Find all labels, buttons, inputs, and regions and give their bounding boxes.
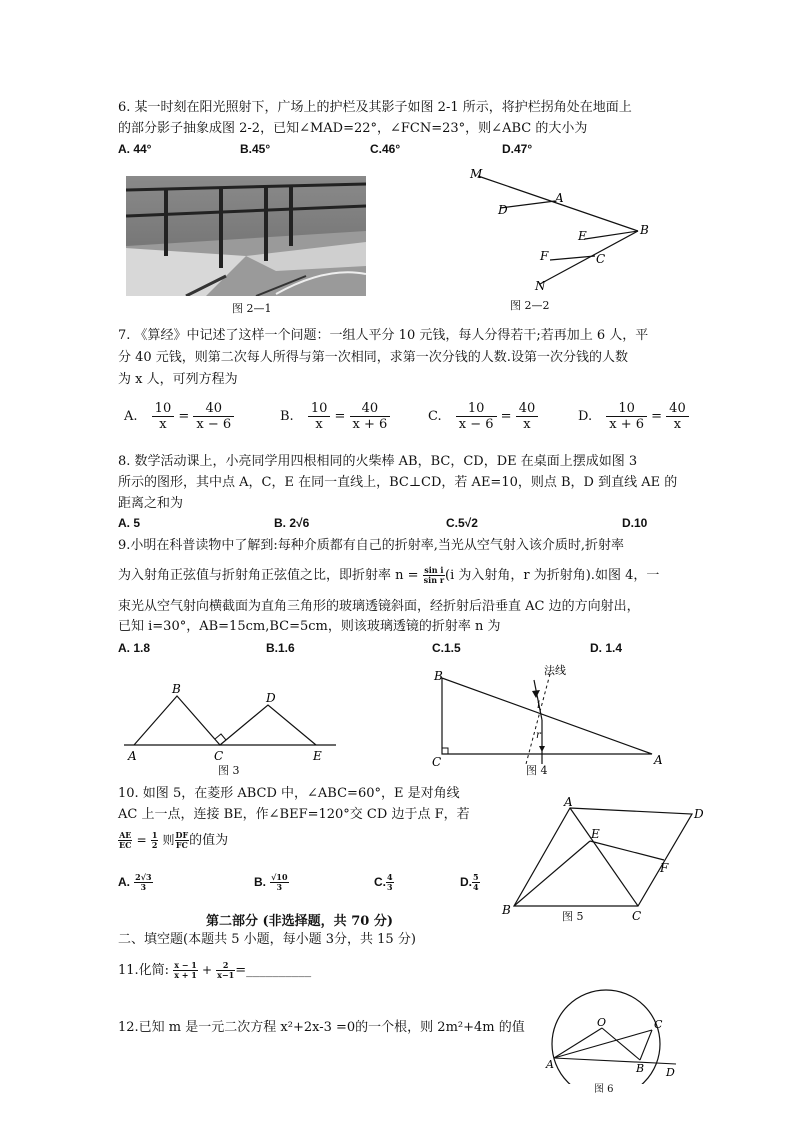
q8-line3: 距离之和为	[118, 496, 184, 511]
fig6-label-c: C	[654, 1018, 663, 1031]
figure-2-2-diagram	[460, 162, 660, 302]
fig2-label-n: N	[535, 279, 546, 293]
figure-2-1-caption: 图 2—1	[232, 302, 272, 315]
q6-line1: 6. 某一时刻在阳光照射下，广场上的护栏及其影子如图 2-1 所示，将护栏拐角处在地面上	[118, 100, 632, 115]
q8-option-a: A. 5	[118, 516, 141, 530]
figure-2-2-caption: 图 2—2	[510, 299, 550, 312]
q9-option-d: D. 1.4	[590, 641, 623, 655]
q9-line1: 9.小明在科普读物中了解到:每种介质都有自己的折射率,当光从空气射入该介质时,折射率	[118, 538, 625, 553]
figure-4-diagram	[430, 660, 670, 770]
fig4-label-i: i	[537, 700, 541, 711]
fig5-label-c: C	[632, 909, 642, 923]
q8-option-c: C.5√2	[446, 516, 478, 530]
q6-line2: 的部分影子抽象成图 2-2，已知∠MAD=22°，∠FCN=23°，则∠ABC 的大小为	[118, 121, 588, 136]
q9-line4: 已知 i=30°，AB=15cm,BC=5cm，则该玻璃透镜的折射率 n 为	[118, 619, 501, 634]
q11-line: 11.化简: $\frac{x - 1}{x + 1}$ + $\frac{2}{x-1}$ =__________	[118, 960, 312, 980]
fig5-label-e: E	[591, 827, 600, 841]
q9-line2: 为入射角正弦值与折射角正弦值之比，即折射率 n = $\frac{\text{sin i}}{\text{sin r}}$ (i 为入射角，r 为折射角).如图 4，一	[118, 565, 660, 585]
fig2-label-c: C	[596, 252, 606, 266]
figure-2-1-photo	[126, 176, 366, 296]
q7-option-a: A. $\frac{10}{x}$ = $\frac{40}{x - 6}$	[124, 401, 234, 432]
fig2-label-e: E	[578, 229, 587, 243]
q7-line3: 为 x 人，可列方程为	[118, 372, 238, 387]
fig6-label-o: O	[597, 1016, 607, 1029]
q8-option-d: D.10	[622, 516, 648, 530]
q9-option-c: C.1.5	[432, 641, 461, 655]
fig4-label-normal: 法线	[544, 664, 566, 677]
q10-line1: 10. 如图 5，在菱形 ABCD 中，∠ABC=60°，E 是对角线	[118, 786, 460, 801]
q8-line2: 所示的图形，其中点 A，C，E 在同一直线上，BC⊥CD，若 AE=10，则点 B，D 到直线 AE 的	[118, 475, 678, 490]
fig2-label-d: D	[498, 203, 508, 217]
q7-line2: 分 40 元钱，则第二次每人所得与第一次相同，求第一次分钱的人数.设第一次分钱的人数	[118, 350, 628, 365]
fig3-label-b: B	[172, 682, 181, 696]
q12-line1: 12.已知 m 是一元二次方程 x²+2x-3 =0的一个根，则 2m²+4m 的值	[118, 1020, 525, 1035]
q10-option-c: C. $\frac{4}{3}$	[374, 872, 393, 892]
fig5-label-d: D	[694, 807, 704, 821]
figure-5-diagram	[496, 796, 736, 926]
q7-option-b: B. $\frac{10}{x}$ = $\frac{40}{x + 6}$	[280, 401, 390, 432]
fig2-label-b: B	[640, 223, 649, 237]
q10-line2: AC 上一点，连接 BE，作∠BEF=120°交 CD 边于点 F，若	[118, 807, 470, 822]
fig6-label-b: B	[636, 1062, 645, 1075]
fig3-label-d: D	[266, 691, 276, 705]
fig4-label-c: C	[432, 755, 442, 769]
fig3-label-c: C	[214, 749, 224, 763]
fill-section-heading: 二、填空题(本题共 5 小题，每小题 3分，共 15 分)	[118, 932, 416, 947]
q6-option-c: C.46°	[370, 142, 401, 156]
q7-option-c: C. $\frac{10}{x - 6}$ = $\frac{40}{x}$	[428, 401, 538, 432]
part2-title: 第二部分 (非选择题，共 70 分)	[206, 914, 393, 929]
q7-option-d: D. $\frac{10}{x + 6}$ = $\frac{40}{x}$	[578, 401, 689, 432]
fig2-label-a: A	[555, 191, 564, 205]
figure-6-caption: 图 6	[594, 1084, 614, 1095]
q10-option-b: B. $\frac{√10}{3}$	[254, 872, 288, 892]
q9-option-a: A. 1.8	[118, 641, 151, 655]
fig6-label-a: A	[546, 1058, 554, 1071]
figure-3-diagram	[120, 678, 340, 768]
q6-option-a: A. 44°	[118, 142, 152, 156]
fig3-label-e: E	[313, 749, 322, 763]
fig3-label-a: A	[128, 749, 137, 763]
q8-option-b: B. 2√6	[274, 516, 310, 530]
figure-4-caption: 图 4	[526, 764, 548, 777]
q9-line3: 束光从空气射向横截面为直角三角形的玻璃透镜斜面，经折射后沿垂直 AC 边的方向射出，	[118, 599, 640, 614]
figure-5-caption: 图 5	[562, 910, 584, 923]
figure-3-caption: 图 3	[218, 764, 240, 777]
fig4-label-r: r	[536, 730, 541, 741]
q10-option-a: A. $\frac{2√3}{3}$	[118, 872, 152, 892]
q9-option-b: B.1.6	[266, 641, 295, 655]
fig4-label-a: A	[654, 753, 663, 767]
fig5-label-b: B	[502, 903, 511, 917]
fig4-label-b: B	[434, 669, 443, 683]
fig2-label-f: F	[540, 249, 549, 263]
figure-6-diagram	[542, 984, 692, 1084]
q10-option-d: D. $\frac{5}{4}$	[460, 872, 479, 892]
fig2-label-m: M	[470, 167, 483, 181]
q8-line1: 8. 数学活动课上，小亮同学用四根相同的火柴棒 AB，BC，CD，DE 在桌面上摆成如图 3	[118, 454, 638, 469]
q7-line1: 7. 《算经》中记述了这样一个问题：一组人平分 10 元钱，每人分得若干;若再加上 6 人，平	[118, 328, 649, 343]
q10-line3: $\frac{AE}{EC}$ = $\frac{1}{2}$ 则 $\frac{DF}{FC}$ 的值为	[119, 830, 229, 850]
q6-option-d: D.47°	[502, 142, 533, 156]
q6-option-b: B.45°	[240, 142, 271, 156]
fig6-label-d: D	[666, 1066, 675, 1079]
fig5-label-a: A	[564, 796, 573, 809]
fig5-label-f: F	[660, 861, 669, 875]
